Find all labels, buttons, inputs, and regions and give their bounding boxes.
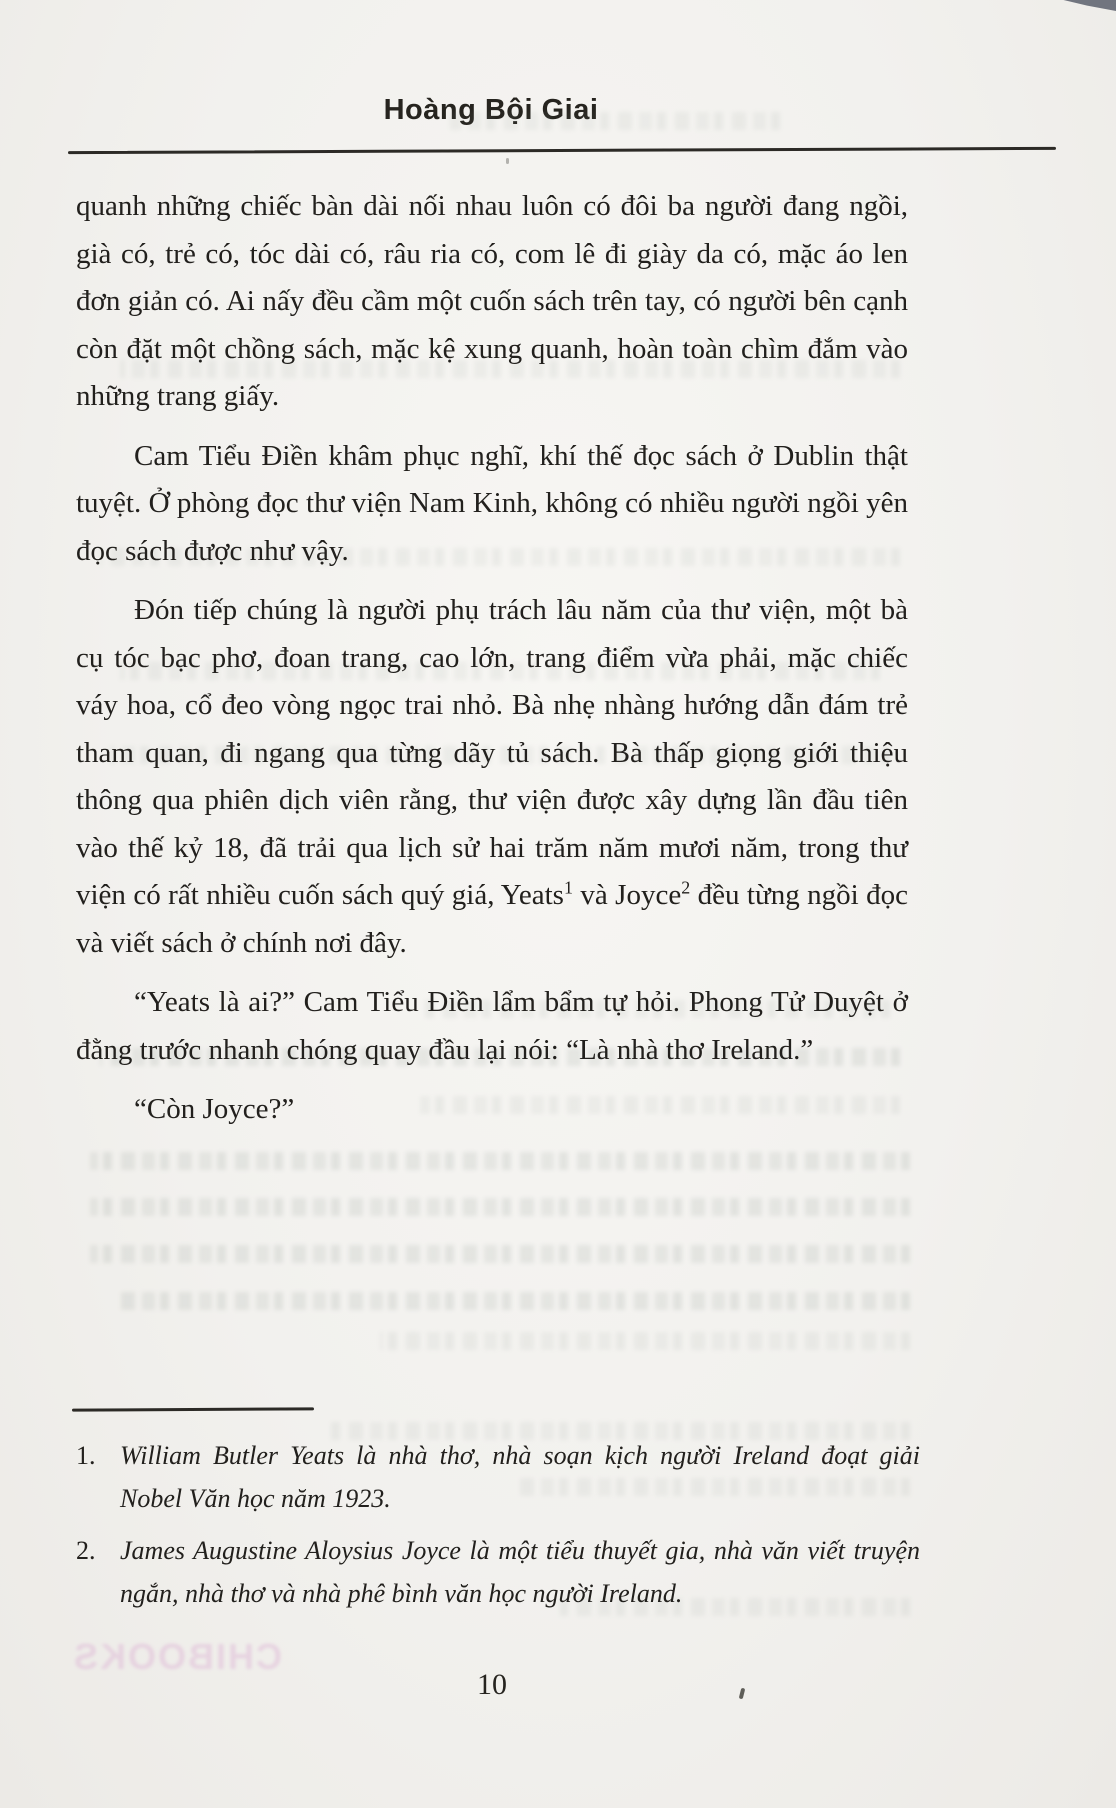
bleedthrough-line [90, 1152, 910, 1170]
paragraph-text: và Joyce [572, 879, 682, 911]
running-head-author: Hoàng Bội Giai [383, 94, 599, 126]
paragraph: Cam Tiểu Điền khâm phục nghĩ, khí thế đọc sách ở Dublin thật tuyệt. Ở phòng đọc thư viện Nam Kinh, không có nhiều người ngồi yên đọc sách được như vậy. [76, 439, 908, 567]
bleedthrough-line [90, 1245, 910, 1263]
footnote-text: William Butler Yeats là nhà thơ, nhà soạn kịch người Ireland đoạt giải Nobel Văn học năm 1923. [120, 1441, 920, 1513]
paragraph-dialogue: “Còn Joyce?” [134, 1093, 295, 1125]
bleedthrough-line [120, 1292, 910, 1310]
footnote-marker-1: 1 [563, 877, 573, 898]
footnote-marker-2: 2 [681, 877, 691, 898]
bleedthrough-line [90, 1198, 910, 1216]
header-rule [68, 147, 1056, 154]
footnote-number: 1. [76, 1441, 96, 1470]
scan-corner-shadow [1052, 0, 1116, 20]
footnote-item [76, 1434, 920, 1520]
footnote-text: James Augustine Aloysius Joyce là một tiểu thuyết gia, nhà văn viết truyện ngắn, nhà thơ và nhà phê bình văn học người Ireland. [120, 1536, 920, 1608]
footnote-number: 2. [76, 1536, 96, 1565]
page-number: 10 [477, 1668, 507, 1701]
footnote-item [76, 1529, 920, 1615]
bleedthrough-line [450, 112, 780, 130]
publisher-watermark: CHIBOOKS [72, 1636, 283, 1677]
bleedthrough-line [380, 1332, 910, 1350]
paragraph-continuation: quanh những chiếc bàn dài nối nhau luôn có đôi ba người đang ngồi, già có, trẻ có, tóc dài có, râu ria có, com lê đi giày da có, mặc áo len đơn giản có. Ai nấy đều cầm một cuốn sách trên tay, có người bên cạnh còn đặt một chồng sách, mặc kệ xung quanh, hoàn toàn chìm đắm vào những trang giấy. [76, 190, 908, 412]
paragraph-dialogue: “Yeats là ai?” Cam Tiểu Điền lẩm bẩm tự hỏi. Phong Tử Duyệt ở đằng trước nhanh chóng quay đầu lại nói: “Là nhà thơ Ireland.” [76, 986, 908, 1066]
paragraph-text: đều từng ngồi đọc và viết sách ở chính nơi đây. [76, 879, 909, 959]
paragraph-with-footnote-markers [76, 587, 908, 967]
footnotes-block [76, 1434, 920, 1624]
body-text-block [76, 183, 908, 1146]
paragraph-text: Đón tiếp chúng là người phụ trách lâu năm của thư viện, một bà cụ tóc bạc phơ, đoan trang, cao lớn, trang điểm vừa phải, mặc chiếc váy hoa, cổ đeo vòng ngọc trai nhỏ. Bà nhẹ nhàng hướng dẫn đám trẻ tham quan, đi ngang qua từng dãy tủ sách. Bà thấp giọng giới thiệu thông qua phiên dịch viên rằng, thư viện được xây dựng lần đầu tiên vào thế kỷ 18, đã trải qua lịch sử hai trăm năm mươi năm, trong thư viện có rất nhiều cuốn sách quý giá, Yeats [76, 594, 908, 911]
footnote-separator-rule [72, 1407, 314, 1411]
scan-speck [506, 158, 509, 164]
